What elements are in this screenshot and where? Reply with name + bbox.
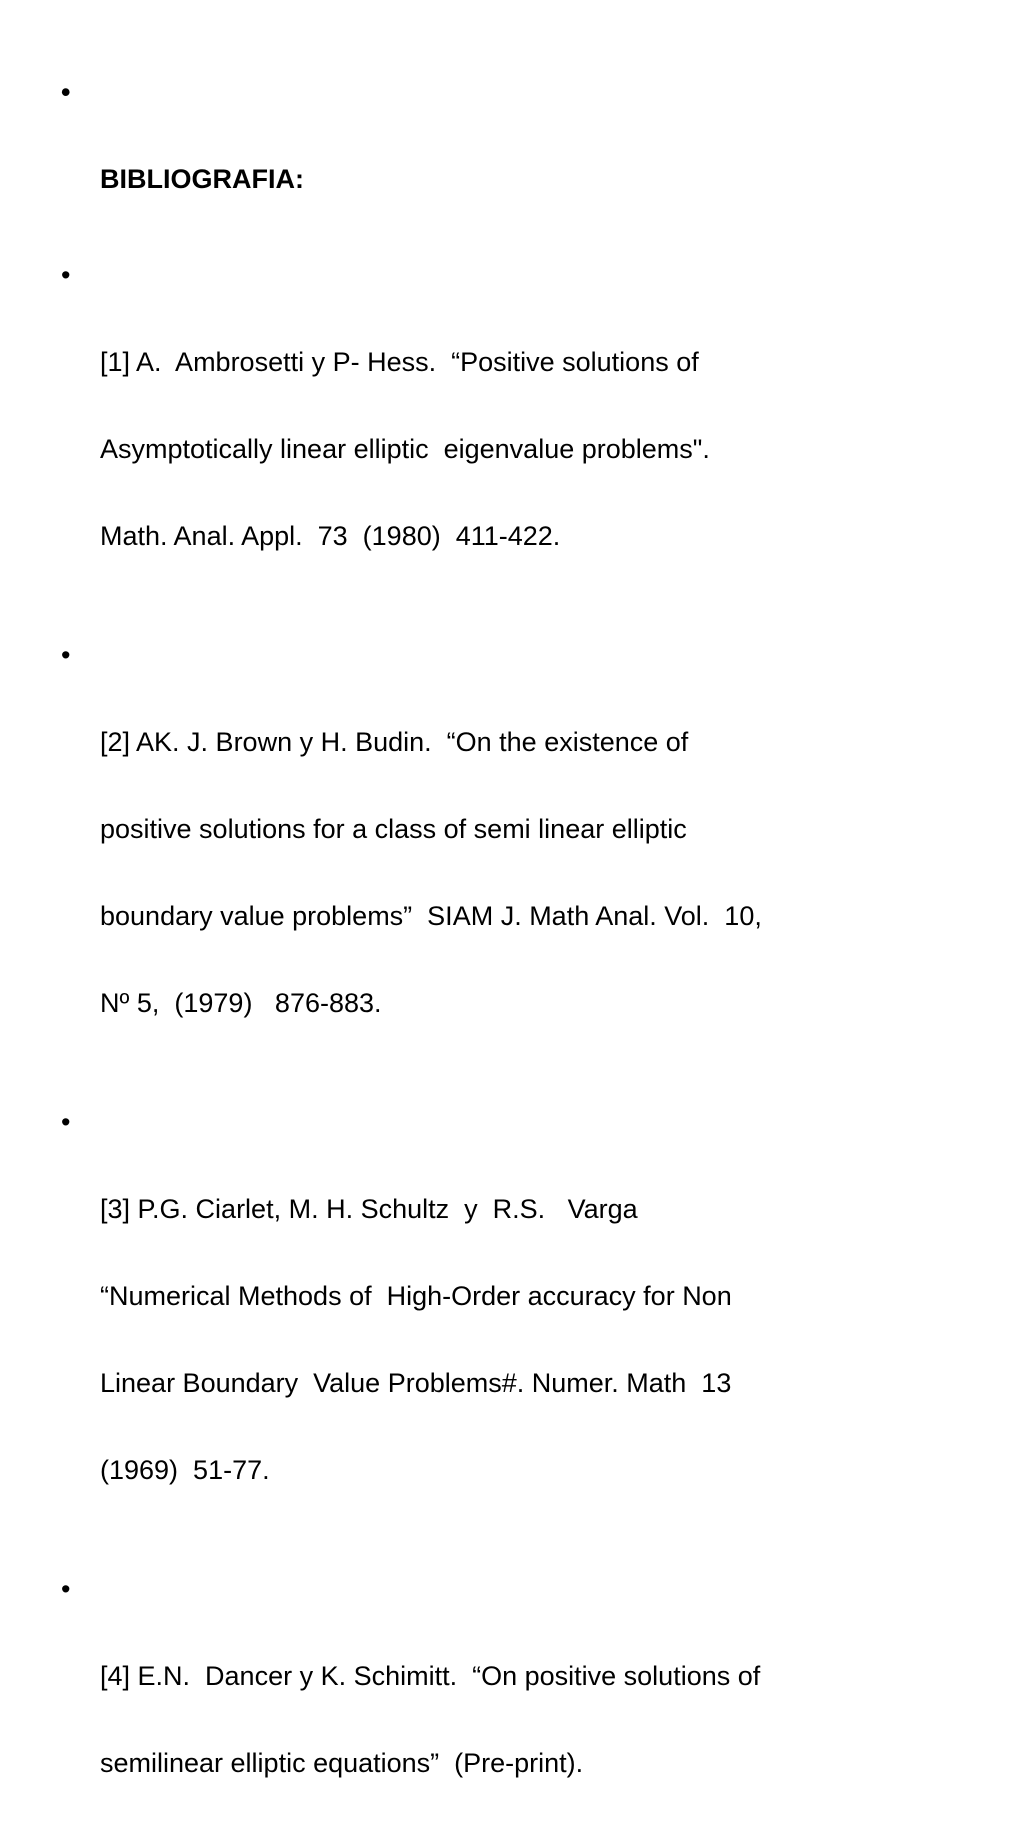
bullet-icon: • bbox=[61, 640, 71, 670]
reference-line: semilinear elliptic equations” (Pre-print). bbox=[100, 1748, 584, 1778]
bibliography-heading: BIBLIOGRAFIA: bbox=[100, 164, 304, 194]
bibliography-list bbox=[56, 78, 956, 1836]
reference-line: Nº 5, (1979) 876-883. bbox=[100, 988, 382, 1018]
reference-line: [2] AK. J. Brown y H. Budin. “On the existence of bbox=[100, 727, 689, 757]
reference-line: “Numerical Methods of High-Order accuracy for Non bbox=[100, 1281, 732, 1311]
reference-line: Asymptotically linear elliptic eigenvalue problems". bbox=[100, 434, 710, 464]
reference-line: (1969) 51-77. bbox=[100, 1455, 270, 1485]
reference-item-3 bbox=[56, 1108, 956, 1543]
reference-item-2 bbox=[56, 641, 956, 1076]
bullet-icon: • bbox=[61, 1107, 71, 1137]
reference-item-1 bbox=[56, 261, 956, 609]
bullet-icon: • bbox=[61, 77, 71, 107]
reference-line: boundary value problems” SIAM J. Math Anal. Vol. 10, bbox=[100, 901, 762, 931]
reference-line: [4] E.N. Dancer y K. Schimitt. “On positive solutions of bbox=[100, 1661, 761, 1691]
reference-line: [1] A. Ambrosetti y P- Hess. “Positive solutions of bbox=[100, 347, 699, 377]
bullet-icon: • bbox=[61, 260, 71, 290]
reference-line: Math. Anal. Appl. 73 (1980) 411-422. bbox=[100, 521, 561, 551]
reference-line: [3] P.G. Ciarlet, M. H. Schultz y R.S. Varga bbox=[100, 1194, 638, 1224]
reference-line: Linear Boundary Value Problems#. Numer. Math 13 bbox=[100, 1368, 732, 1398]
reference-item-4 bbox=[56, 1575, 956, 1836]
reference-line: positive solutions for a class of semi linear elliptic bbox=[100, 814, 687, 844]
bibliography-heading-item bbox=[56, 78, 956, 252]
bullet-icon: • bbox=[61, 1574, 71, 1604]
